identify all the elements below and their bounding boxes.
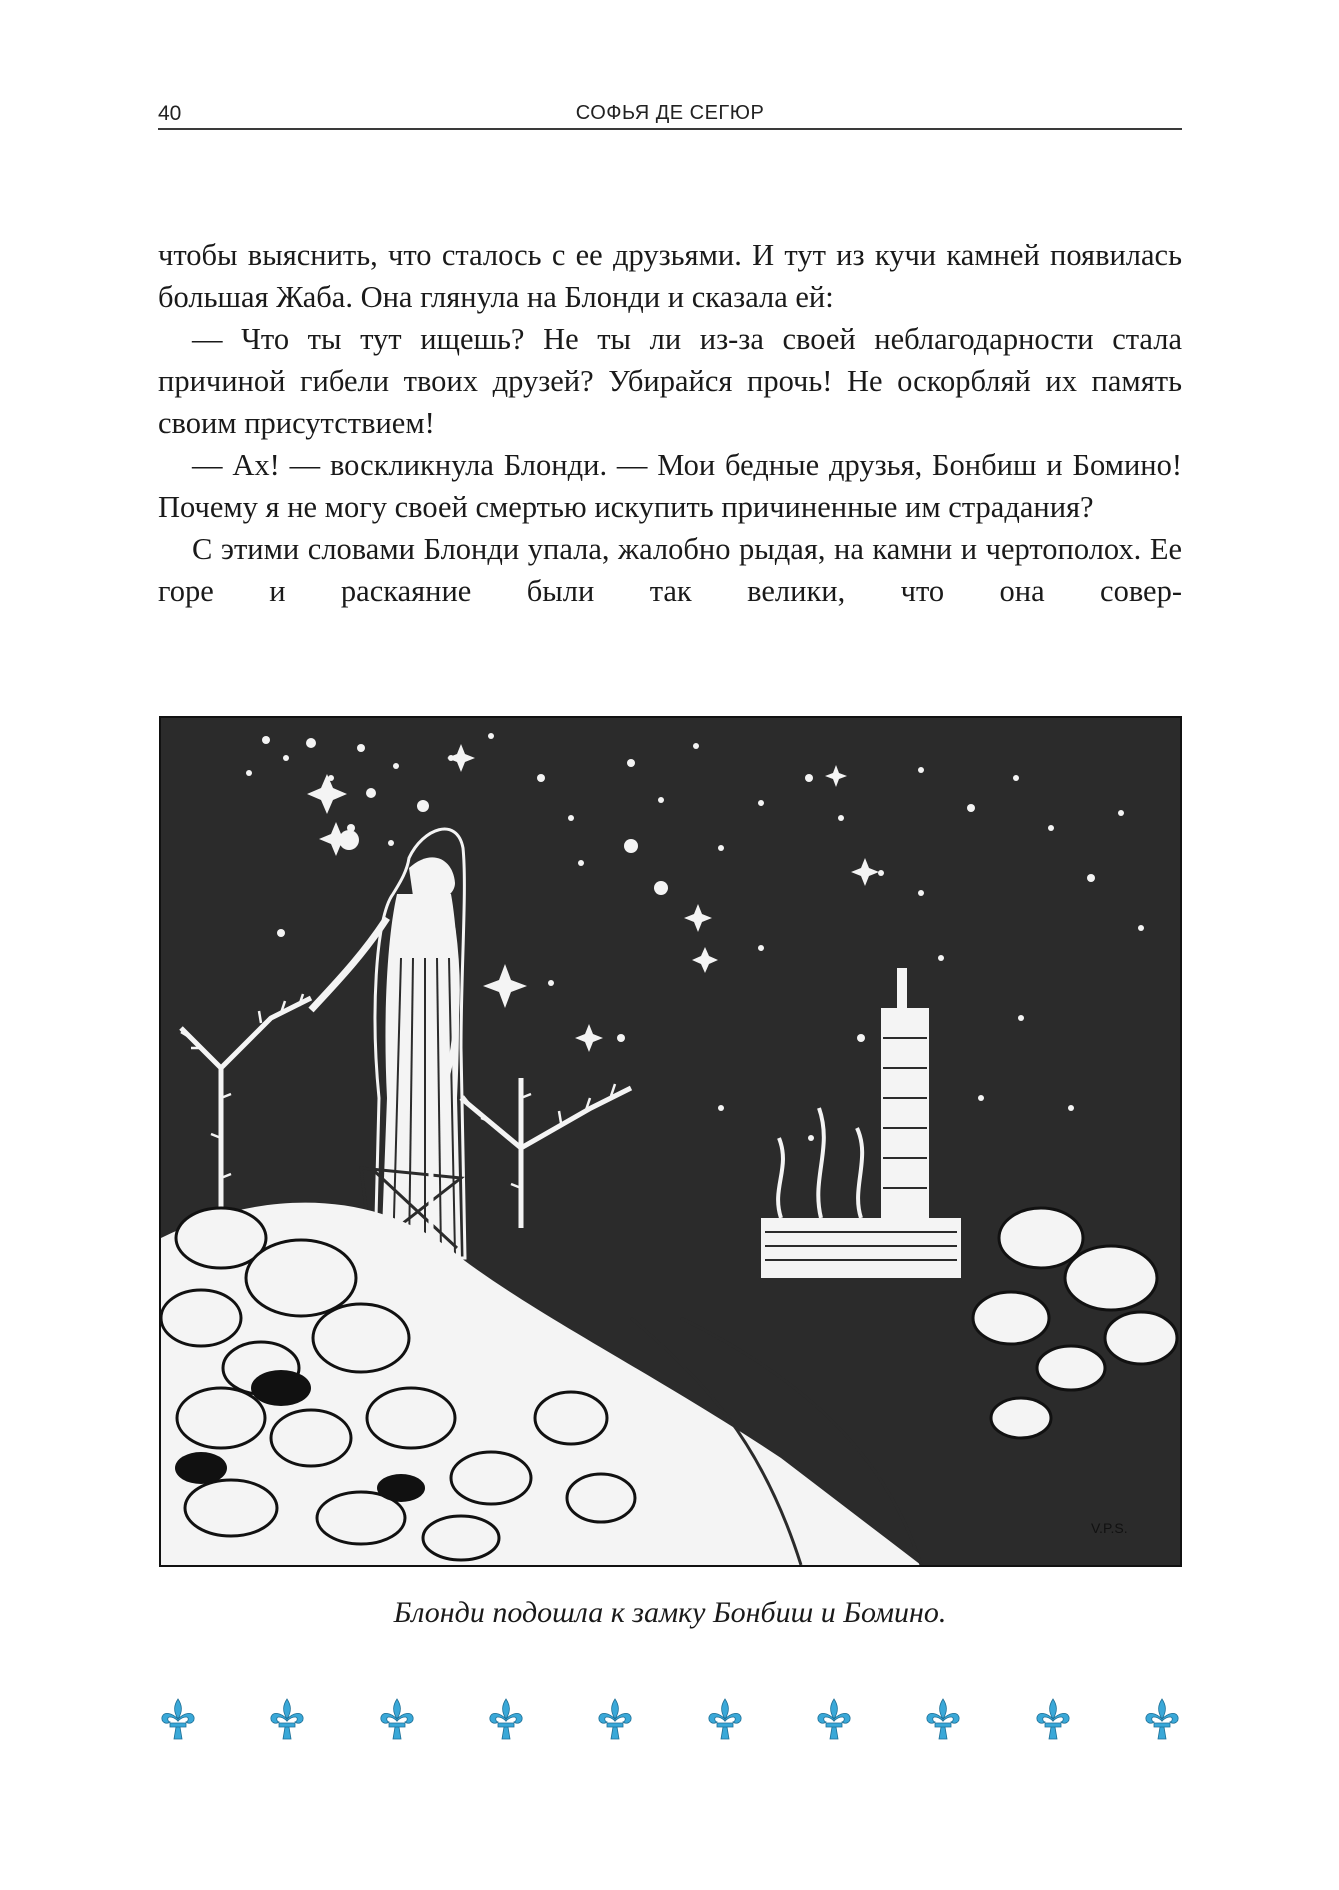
- illustration: [159, 716, 1182, 1567]
- fleur-de-lis-icon: [1142, 1697, 1182, 1741]
- fleur-de-lis-icon: [267, 1697, 307, 1741]
- ornament-row: [158, 1696, 1182, 1742]
- page-number: 40: [158, 102, 182, 125]
- illustration-artwork: [161, 718, 1180, 1565]
- fleur-de-lis-icon: [486, 1697, 526, 1741]
- fleur-de-lis-icon: [1033, 1697, 1073, 1741]
- paragraph: — Что ты тут ищешь? Не ты ли из-за своей неблагодарности стала причиной гибели твоих друзей? Убирайся прочь! Не оскорбляй их память своим присутствием!: [158, 322, 1182, 440]
- artist-signature: V.P.S.: [1091, 1520, 1128, 1536]
- paragraph: — Ах! — воскликнула Блонди. — Мои бедные друзья, Бонбиш и Бомино! Почему я не могу своей смертью искупить причиненные им страдания?: [158, 448, 1182, 524]
- paragraph: чтобы выяснить, что сталось с ее друзьями. И тут из кучи камней появилась большая Жаба. Она глянула на Блонди и сказала ей:: [158, 238, 1182, 314]
- fleur-de-lis-icon: [705, 1697, 745, 1741]
- fleur-de-lis-icon: [377, 1697, 417, 1741]
- header-rule: [158, 128, 1182, 130]
- illustration-caption: Блонди подошла к замку Бонбиш и Бомино.: [393, 1596, 947, 1629]
- fleur-de-lis-icon: [158, 1697, 198, 1741]
- body-text: [158, 234, 1182, 612]
- fleur-de-lis-icon: [595, 1697, 635, 1741]
- running-title: СОФЬЯ ДЕ СЕГЮР: [575, 102, 765, 124]
- fleur-de-lis-icon: [814, 1697, 854, 1741]
- fleur-de-lis-icon: [923, 1697, 963, 1741]
- running-header: [158, 102, 1182, 130]
- paragraph: С этими словами Блонди упала, жалобно рыдая, на камни и чертополох. Ее горе и раскаяние были так велики, что она совер-: [158, 532, 1182, 608]
